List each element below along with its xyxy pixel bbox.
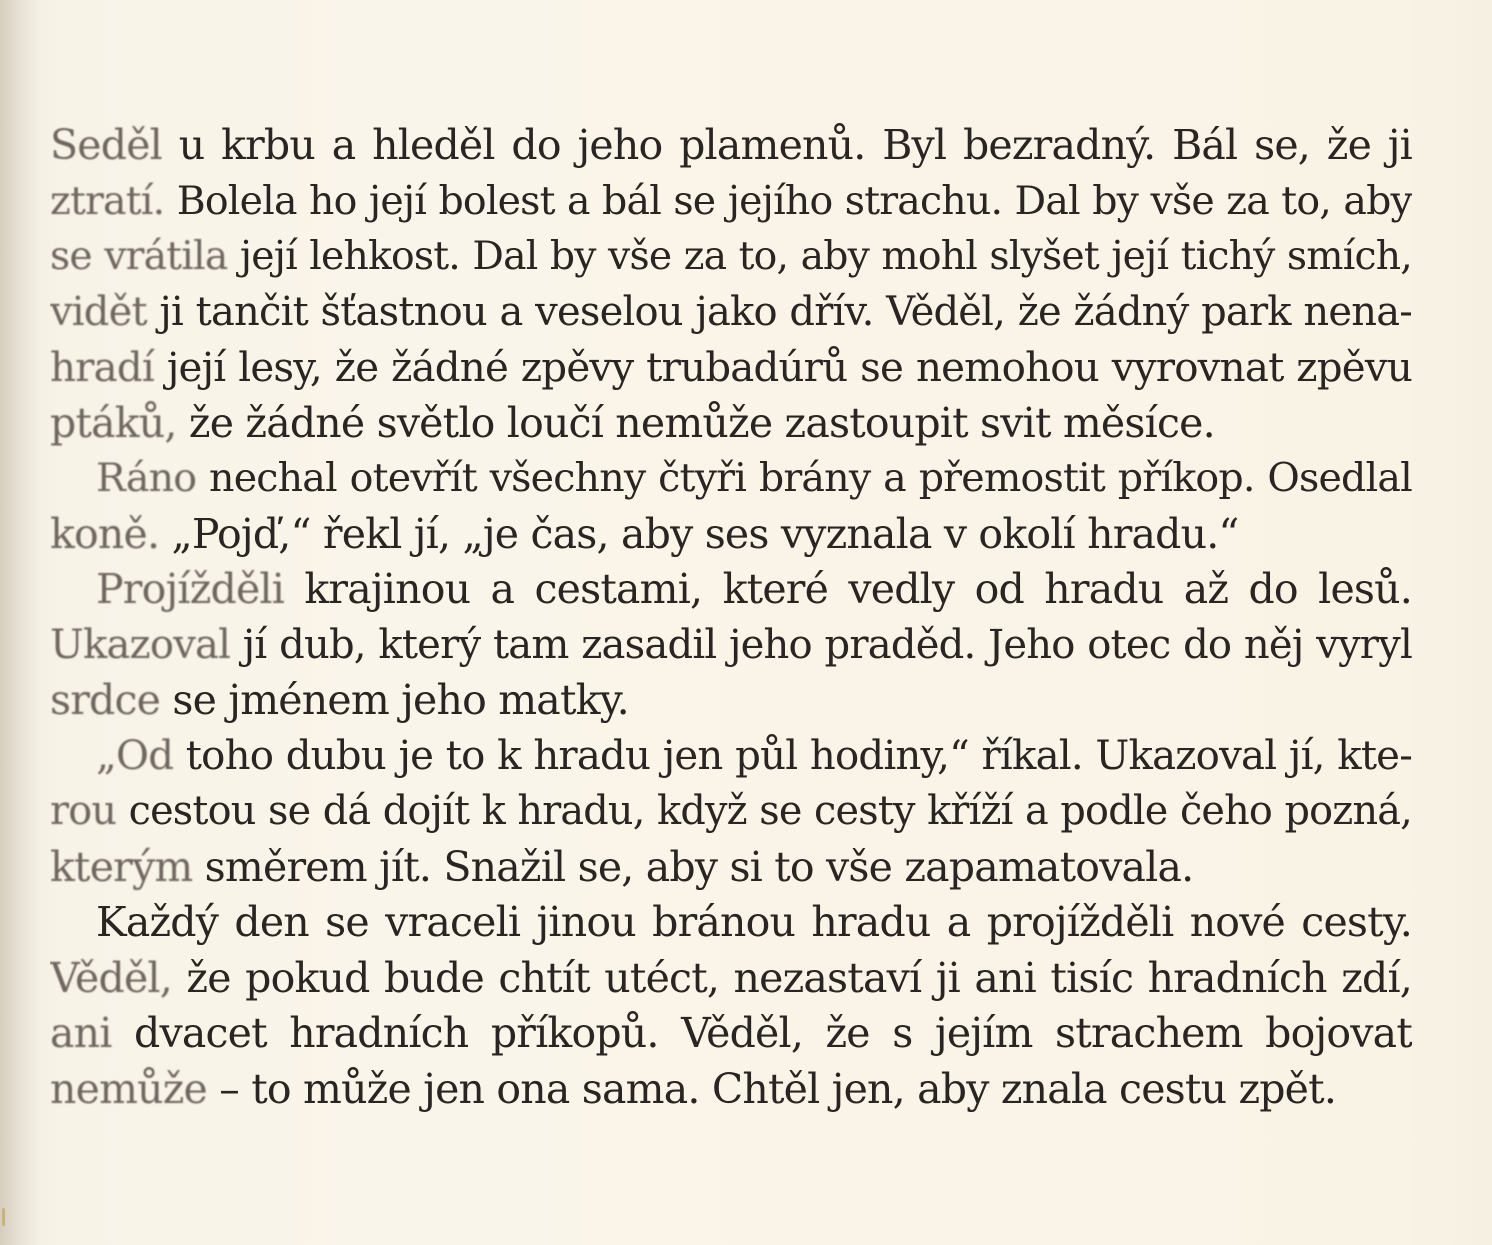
line-text: dvacet hradních příkopů. Věděl, že s jejím strachem bojovat — [111, 1009, 1412, 1057]
faded-word: nemůže — [50, 1064, 208, 1113]
line-text: Bolela ho její bolest a bál se jejího strachu. Dal by vše za to, aby — [164, 177, 1412, 224]
text-line — [50, 840, 1412, 896]
faded-word: rou — [50, 788, 117, 834]
line-text: že pokud bude chtít utéct, nezastaví ji ani tisíc hradních zdí, — [171, 953, 1412, 1002]
text-line — [50, 951, 1412, 1007]
text-line — [50, 507, 1412, 563]
text-line — [50, 451, 1412, 507]
text-line — [50, 229, 1412, 285]
line-text: toho dubu je to k hradu jen půl hodiny,“ říkal. Ukazoval jí, kte- — [173, 732, 1412, 779]
text-line — [50, 285, 1412, 341]
faded-word: Projížděli — [96, 565, 285, 613]
text-line — [50, 396, 1412, 452]
line-text: u krbu a hleděl do jeho plamenů. Byl bezradný. Bál se, že ji — [161, 121, 1412, 169]
text-line — [50, 174, 1412, 230]
line-text: krajinou a cestami, které vedly od hradu až do lesů. — [284, 565, 1412, 613]
line-text: ji tančit šťastnou a veselou jako dřív. Věděl, že žádný park nena- — [146, 288, 1412, 335]
text-line — [50, 340, 1412, 396]
paragraph-4 — [50, 729, 1412, 896]
page-gutter-shadow — [0, 0, 40, 1245]
page-edge-mark — [2, 1208, 5, 1226]
line-text: nechal otevřít všechny čtyři brány a přemostit příkop. Osedlal — [196, 455, 1412, 501]
faded-word: Seděl — [50, 121, 162, 169]
faded-word: kterým — [50, 842, 193, 891]
faded-word: srdce — [50, 676, 161, 724]
faded-word: Věděl, — [50, 953, 172, 1002]
faded-word: Ráno — [96, 455, 197, 501]
line-text: její lesy, že žádné zpěvy trubadúrů se nemohou vyrovnat zpěvu — [154, 344, 1412, 391]
line-text: že žádné světlo loučí nemůže zastoupit svit měsíce. — [176, 398, 1215, 447]
paragraph-1 — [50, 118, 1412, 451]
text-line — [50, 784, 1412, 840]
faded-word: ptáků, — [50, 398, 177, 447]
line-text: cestou se dá dojít k hradu, když se cesty kříží a podle čeho pozná, — [116, 788, 1412, 834]
faded-word: Ukazoval — [50, 621, 231, 668]
text-line — [50, 562, 1412, 618]
line-text: se jménem jeho matky. — [160, 676, 629, 724]
line-text: její lehkost. Dal by vše za to, aby mohl slyšet její tichý smích, — [227, 234, 1412, 279]
text-line — [50, 673, 1412, 729]
line-text: – to může jen ona sama. Chtěl jen, aby znala cestu zpět. — [207, 1064, 1337, 1113]
faded-word: ani — [50, 1009, 112, 1057]
faded-word: „Od — [96, 732, 174, 779]
body-text — [50, 118, 1412, 1117]
line-text: „Pojď,“ řekl jí, „je čas, aby ses vyznala v okolí hradu.“ — [159, 509, 1239, 558]
text-line — [50, 1006, 1412, 1062]
faded-word: ztratí. — [50, 177, 165, 224]
line-text: jí dub, který tam zasadil jeho praděd. Jeho otec do něj vyryl — [230, 621, 1412, 668]
text-line — [50, 618, 1412, 674]
text-line — [50, 729, 1412, 785]
text-line — [50, 1062, 1412, 1118]
line-text: Každý den se vraceli jinou bránou hradu a projížděli nové cesty. — [96, 898, 1412, 946]
paragraph-2 — [50, 451, 1412, 562]
paragraph-3 — [50, 562, 1412, 729]
faded-word: se vrátila — [50, 234, 228, 279]
faded-word: hradí — [50, 344, 155, 391]
paragraph-5 — [50, 895, 1412, 1117]
faded-word: vidět — [50, 288, 147, 335]
line-text: směrem jít. Snažil se, aby si to vše zapamatovala. — [192, 842, 1194, 891]
faded-word: koně. — [50, 509, 160, 558]
text-line — [50, 118, 1412, 174]
text-line — [50, 895, 1412, 951]
